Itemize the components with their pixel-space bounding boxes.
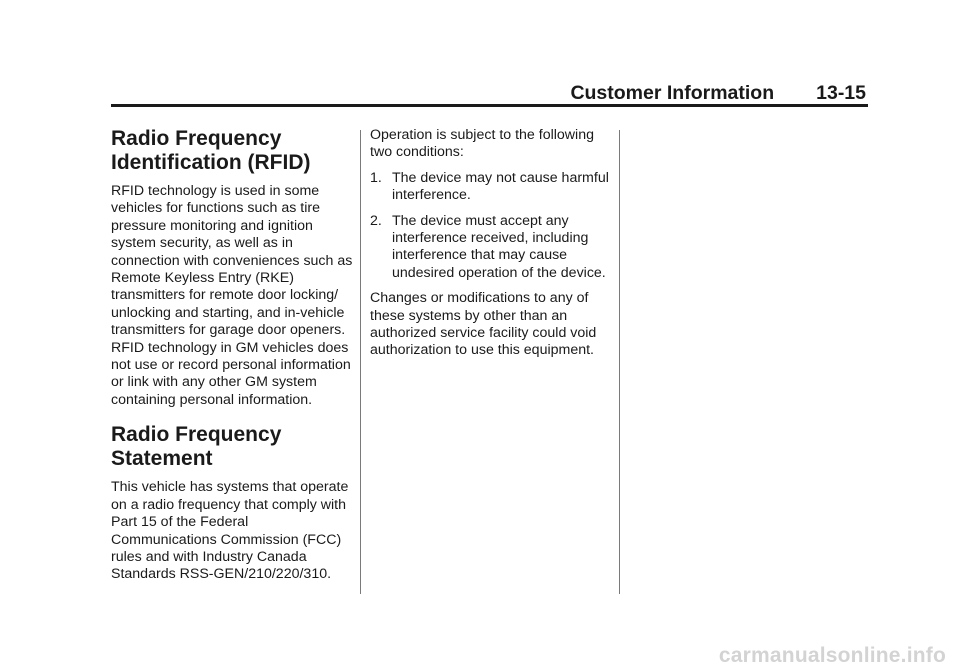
section-title: Customer Information bbox=[570, 82, 775, 104]
list-item-number: 1. bbox=[370, 169, 382, 186]
column-divider-right bbox=[619, 130, 620, 594]
left-column bbox=[111, 127, 357, 592]
header-rule bbox=[111, 104, 868, 107]
middle-column bbox=[370, 127, 615, 368]
conditions-intro: Operation is subject to the following two conditions: bbox=[370, 127, 594, 161]
list-item bbox=[370, 213, 615, 283]
rfid-body: RFID technology is used in some vehicles for functions such as tire pressure monitoring and ignition system security, as well as in connection with conveniences such as Remote Keyless Entry (RKE) transmitters for remote door locking/ unlocking and starting, and in-vehicle transmitters for garage door openers. RFID technology in GM vehicles does not use or record personal information or link with any other GM system containing personal information. bbox=[111, 183, 353, 408]
page-number: 13-15 bbox=[816, 82, 866, 104]
list-item bbox=[370, 170, 615, 205]
watermark: carmanualsonline.info bbox=[718, 644, 946, 667]
closing-paragraph: Changes or modifications to any of these systems by other than an authorized service facility could void authorization to use this equipment. bbox=[370, 290, 597, 359]
rfid-heading: Radio Frequency Identification (RFID) bbox=[111, 127, 311, 174]
list-item-number: 2. bbox=[370, 212, 382, 229]
conditions-list bbox=[370, 170, 615, 282]
rf-statement-heading: Radio Frequency Statement bbox=[111, 423, 282, 471]
list-item-text: The device must accept any interference received, including interference that may cause undesired operation of the device. bbox=[392, 212, 606, 281]
list-item-text: The device may not cause harmful interference. bbox=[392, 169, 609, 204]
page-header bbox=[0, 82, 866, 104]
rf-statement-body: This vehicle has systems that operate on a radio frequency that comply with Part 15 of the Federal Communications Commission (FCC) rules and with Industry Canada Standards RSS-GEN/210/220/310. bbox=[111, 479, 349, 583]
column-divider-left bbox=[360, 130, 361, 594]
